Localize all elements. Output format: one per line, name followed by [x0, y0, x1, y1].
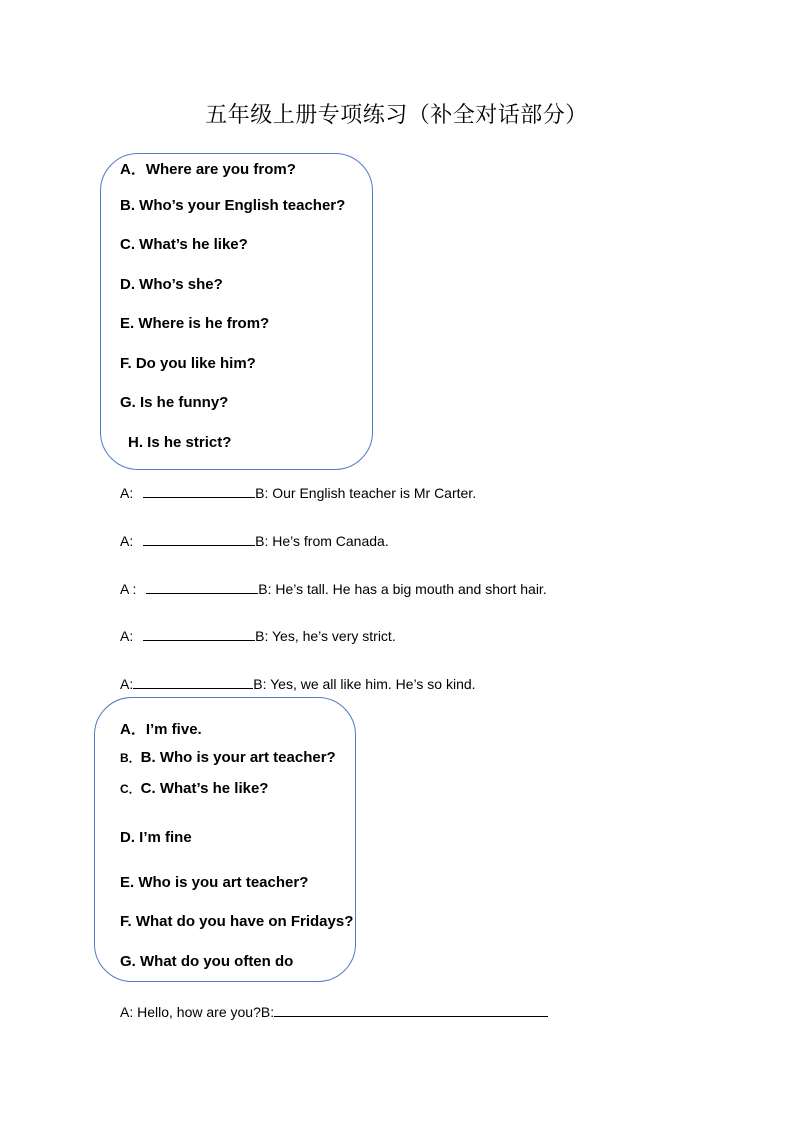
option-c: C. What’s he like?: [120, 236, 248, 253]
option-2c: [120, 780, 268, 797]
option-prefix: B．: [120, 751, 141, 765]
option-d: D. Who’s she?: [120, 276, 223, 293]
option-text: D. I’m fine: [120, 829, 192, 846]
option-f: F. Do you like him?: [120, 355, 256, 372]
dialogue-line-2: [120, 531, 389, 549]
speaker-b-reply: B: He’s tall. He has a big mouth and short hair.: [258, 581, 547, 597]
option-b: B. Who’s your English teacher?: [120, 197, 346, 214]
answer-blank[interactable]: [133, 674, 253, 689]
option-2a: [120, 718, 202, 739]
dialogue-line-6: [120, 1002, 548, 1020]
dialogue-line-4: [120, 626, 396, 644]
speaker-a: A :: [120, 581, 137, 597]
page-title: 五年级上册专项练习（补全对话部分）: [205, 103, 588, 128]
speaker-b-label: B:: [260, 1004, 275, 1020]
answer-blank[interactable]: [146, 579, 258, 594]
answer-blank[interactable]: [143, 531, 255, 546]
speaker-b-reply: B: Yes, we all like him. He’s so kind.: [253, 676, 476, 692]
option-2g: [120, 953, 293, 970]
option-2b: [120, 749, 336, 766]
speaker-a: A:: [120, 533, 134, 549]
speaker-b-reply: B: Yes, he’s very strict.: [255, 628, 396, 644]
speaker-b-reply: B: Our English teacher is Mr Carter.: [255, 485, 477, 501]
dialogue-line-5: [120, 674, 476, 692]
option-text: B. Who is your art teacher?: [140, 749, 336, 766]
answer-blank[interactable]: [274, 1002, 548, 1017]
option-prefix: C．: [120, 782, 141, 796]
option-prefix: A．: [120, 721, 146, 738]
option-g: G. Is he funny?: [120, 394, 229, 411]
option-2f: [120, 913, 353, 930]
option-text: F. What do you have on Fridays?: [120, 913, 354, 930]
answer-blank[interactable]: [143, 626, 255, 641]
dialogue-line-3: [120, 579, 547, 597]
option-text: E. Who is you art teacher?: [120, 874, 309, 891]
option-2e: [120, 874, 308, 891]
answer-blank[interactable]: [143, 483, 255, 498]
speaker-a: A:: [120, 485, 134, 501]
speaker-a-line: A: Hello, how are you?: [120, 1004, 261, 1020]
dialogue-line-1: [120, 483, 476, 501]
option-e: E. Where is he from?: [120, 315, 270, 332]
option-text: G. What do you often do: [120, 953, 294, 970]
speaker-a: A:: [120, 676, 134, 692]
option-h: H. Is he strict?: [128, 434, 232, 451]
option-text: I’m five.: [145, 721, 202, 738]
option-text: C. What’s he like?: [140, 780, 269, 797]
speaker-a: A:: [120, 628, 134, 644]
speaker-b-reply: B: He’s from Canada.: [255, 533, 389, 549]
option-2d: [120, 829, 192, 846]
option-a: A．Where are you from?: [120, 161, 296, 178]
